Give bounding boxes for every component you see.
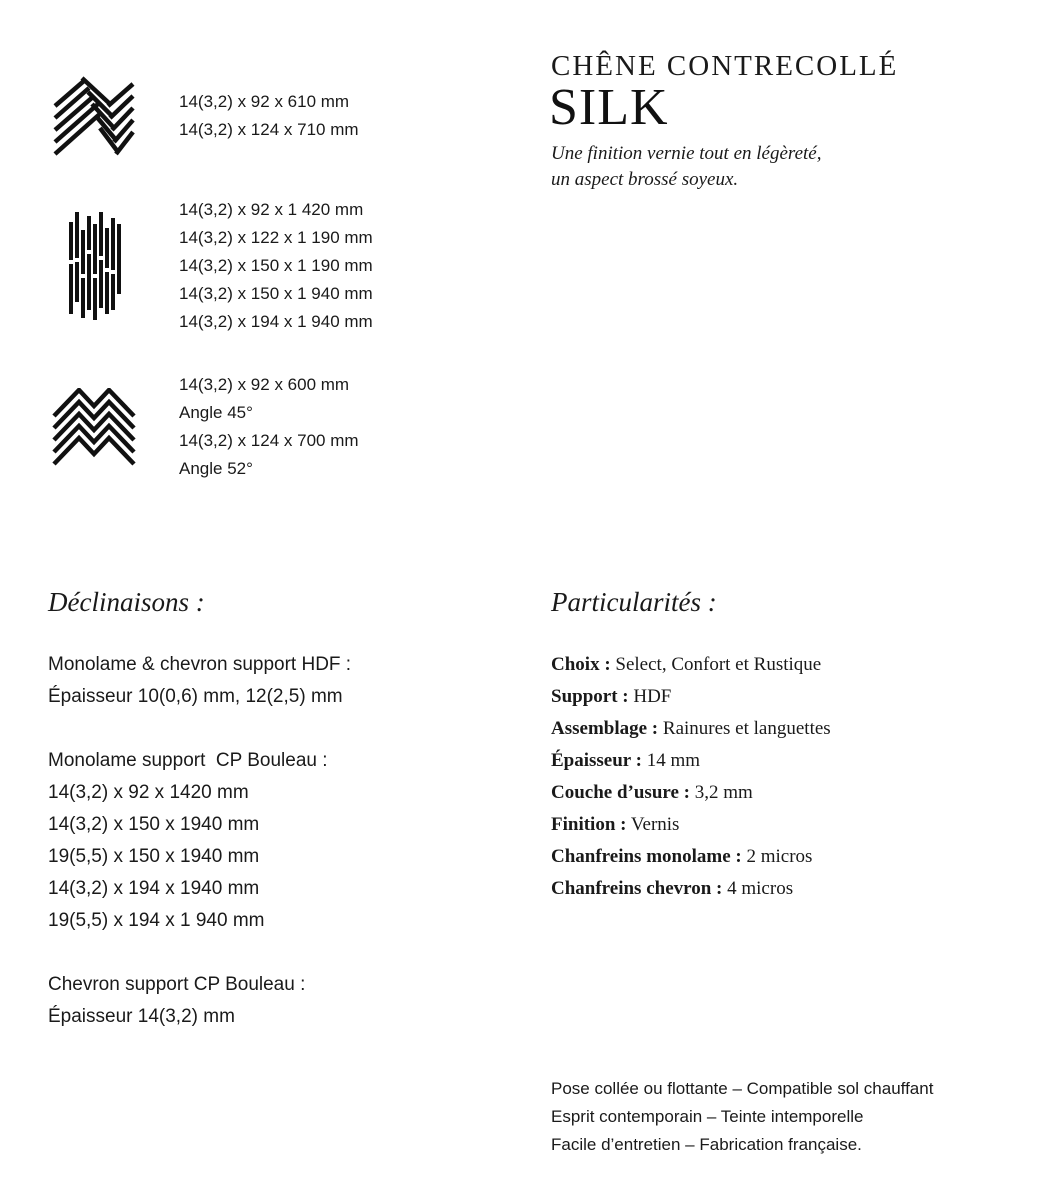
variant-line: 14(3,2) x 194 x 1940 mm <box>48 878 260 899</box>
variants-list <box>48 649 351 1033</box>
chevron-pattern-icon <box>52 388 136 470</box>
feature-key: Finition : <box>551 814 627 835</box>
variant-group-title: Monolame & chevron support HDF : <box>48 654 352 675</box>
footer-line: Esprit contemporain – Teinte intemporelle <box>551 1107 864 1126</box>
features-heading: Particularités : <box>551 587 717 617</box>
format-dimensions-plank <box>179 196 373 336</box>
variant-group-title: Chevron support CP Bouleau : <box>48 974 306 995</box>
footer-notes <box>551 1075 933 1159</box>
feature-item <box>551 713 831 745</box>
feature-key: Chanfreins monolame : <box>551 846 742 867</box>
dimension-line: 14(3,2) x 150 x 1 940 mm <box>179 284 373 303</box>
feature-key: Support : <box>551 686 629 707</box>
feature-value: 4 micros <box>727 878 794 899</box>
feature-value: Select, Confort et Rustique <box>615 654 822 675</box>
variant-group-title: Monolame support CP Bouleau : <box>48 750 328 771</box>
dimension-line: 14(3,2) x 92 x 610 mm <box>179 92 350 111</box>
plank-pattern-icon <box>66 210 122 322</box>
tagline-line: un aspect brossé soyeux. <box>551 169 739 190</box>
variants-heading: Déclinaisons : <box>48 587 205 617</box>
feature-key: Choix : <box>551 654 611 675</box>
variant-line: 14(3,2) x 92 x 1420 mm <box>48 782 249 803</box>
product-title: SILK <box>549 79 669 136</box>
feature-value: Vernis <box>630 814 680 835</box>
feature-key: Couche d’usure : <box>551 782 690 803</box>
product-kicker: CHÊNE CONTRECOLLÉ <box>551 50 899 82</box>
variant-line: Épaisseur 14(3,2) mm <box>48 1006 235 1027</box>
feature-value: Rainures et languettes <box>662 718 831 739</box>
variant-line: 19(5,5) x 150 x 1940 mm <box>48 846 260 867</box>
feature-key: Assemblage : <box>551 718 659 739</box>
angle-line: Angle 45° <box>179 403 253 422</box>
dimension-line: 14(3,2) x 92 x 1 420 mm <box>179 200 364 219</box>
tagline-line: Une finition vernie tout en légèreté, <box>551 143 822 164</box>
feature-key: Chanfreins chevron : <box>551 878 723 899</box>
dimension-line: 14(3,2) x 194 x 1 940 mm <box>179 312 373 331</box>
feature-key: Épaisseur : <box>551 750 642 771</box>
variant-line: 19(5,5) x 194 x 1 940 mm <box>48 910 265 931</box>
dimension-line: 14(3,2) x 122 x 1 190 mm <box>179 228 373 247</box>
feature-value: 2 micros <box>746 846 813 867</box>
variant-line: Épaisseur 10(0,6) mm, 12(2,5) mm <box>48 686 343 707</box>
feature-item <box>551 809 831 841</box>
feature-item <box>551 873 831 905</box>
feature-value: 14 mm <box>646 750 701 771</box>
angle-line: Angle 52° <box>179 459 253 478</box>
format-dimensions-herringbone <box>179 88 359 144</box>
herringbone-pattern-icon <box>52 76 136 156</box>
feature-value: HDF <box>633 686 672 707</box>
feature-item <box>551 841 831 873</box>
footer-line: Facile d’entretien – Fabrication française. <box>551 1135 862 1154</box>
feature-value: 3,2 mm <box>694 782 753 803</box>
dimension-line: 14(3,2) x 150 x 1 190 mm <box>179 256 373 275</box>
format-dimensions-chevron <box>179 371 359 483</box>
footer-line: Pose collée ou flottante – Compatible sol chauffant <box>551 1079 934 1098</box>
feature-item <box>551 649 831 681</box>
variant-line: 14(3,2) x 150 x 1940 mm <box>48 814 260 835</box>
dimension-line: 14(3,2) x 92 x 600 mm <box>179 375 350 394</box>
product-tagline <box>551 141 822 193</box>
dimension-line: 14(3,2) x 124 x 710 mm <box>179 120 359 139</box>
feature-item <box>551 745 831 777</box>
features-list <box>551 649 831 905</box>
feature-item <box>551 681 831 713</box>
dimension-line: 14(3,2) x 124 x 700 mm <box>179 431 359 450</box>
feature-item <box>551 777 831 809</box>
